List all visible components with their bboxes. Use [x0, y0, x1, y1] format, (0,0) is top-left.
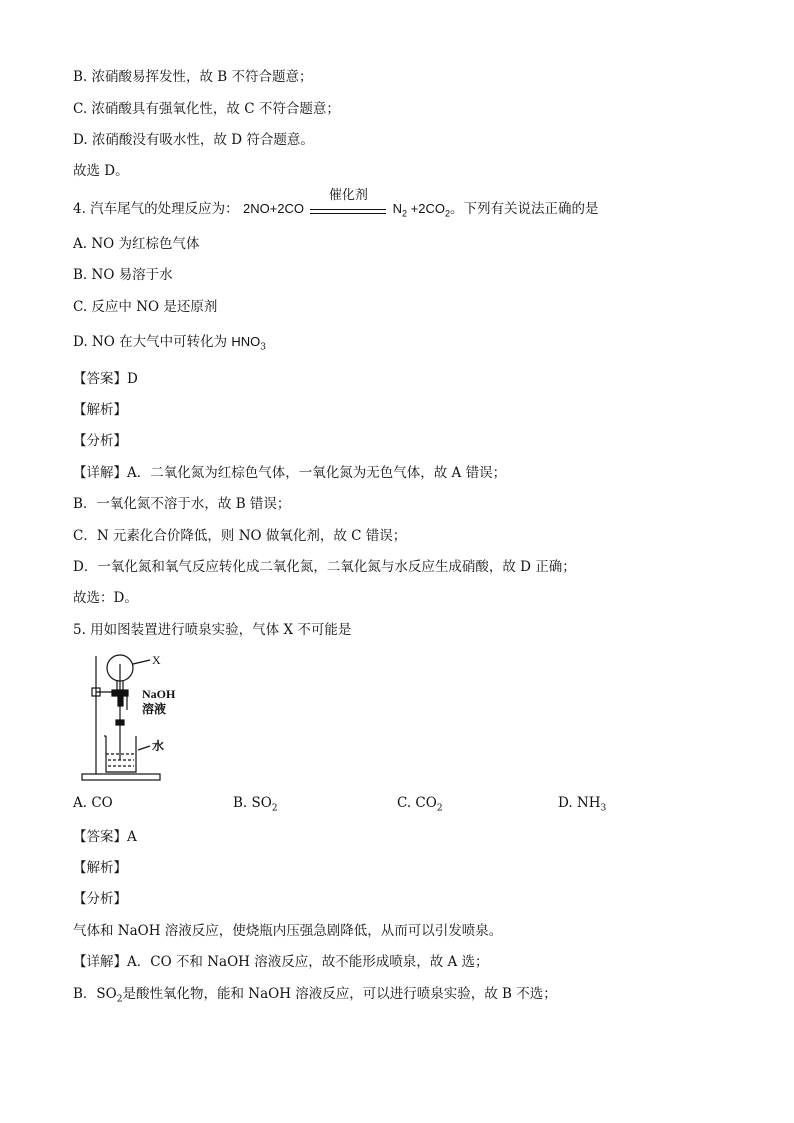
- label-naoh: NaOH: [142, 687, 176, 701]
- fountain-apparatus-figure: [78, 652, 188, 784]
- q5-option-c: [397, 795, 443, 814]
- text-line-d: D. 浓硝酸没有吸水性，故 D 符合题意。: [73, 132, 314, 148]
- q5-option-d-sub: 3: [600, 803, 607, 814]
- equals-sign: [310, 209, 386, 214]
- q4-option-d: [73, 333, 266, 357]
- q5-detail-b: [73, 985, 557, 1009]
- question-5-stem: 5. 用如图装置进行喷泉实验，气体 X 不可能是: [73, 622, 352, 638]
- q4-fenxi-label: 【分析】: [73, 433, 127, 449]
- hno3-subscript: 3: [260, 342, 267, 353]
- q4-analysis-label: 【解析】: [73, 402, 127, 418]
- text-line-b: B. 浓硝酸易挥发性，故 B 不符合题意；: [73, 69, 313, 85]
- q4-detail-d: D．一氧化氮和氧气反应转化成二氧化氮，二氧化氮与水反应生成硝酸，故 D 正确；: [73, 559, 576, 575]
- n-subscript: 2: [402, 208, 408, 219]
- question-4-prefix: 4. 汽车尾气的处理反应为：: [73, 201, 239, 217]
- q5-answer: 【答案】A: [73, 829, 137, 845]
- q5-option-b-text: B. SO: [233, 795, 272, 811]
- text-line-conclusion: 故选 D。: [73, 163, 129, 179]
- q5-detail-b-sub: 2: [116, 994, 123, 1005]
- q4-detail-b: B．一氧化氮不溶于水，故 B 错误；: [73, 496, 291, 512]
- q5-detail-a: 【详解】A．CO 不和 NaOH 溶液反应，故不能形成喷泉，故 A 选；: [73, 954, 489, 970]
- q4-option-a: A. NO 为红棕色气体: [73, 236, 200, 252]
- equation-right: [392, 201, 450, 219]
- stand-base: [82, 774, 160, 780]
- q5-option-d-text: D. NH: [558, 795, 601, 811]
- reaction-arrow: [310, 187, 386, 219]
- q4-answer: 【答案】D: [73, 371, 138, 387]
- question-4-stem: [73, 187, 599, 223]
- q4-detail-a: 【详解】A．二氧化氮为红棕色气体，一氧化氮为无色气体，故 A 错误；: [73, 465, 507, 481]
- label-solution: 溶液: [142, 702, 167, 716]
- stopper: [112, 690, 128, 696]
- q4-option-c: C. 反应中 NO 是还原剂: [73, 299, 218, 315]
- q5-option-d: [558, 795, 606, 814]
- q4-option-b: B. NO 易溶于水: [73, 267, 173, 283]
- tube-clip: [116, 720, 124, 725]
- co-formula: +2CO: [407, 201, 445, 216]
- catalyst-label: 催化剂: [328, 187, 368, 203]
- dropper: [118, 696, 123, 706]
- equation-left: 2NO+2CO: [242, 201, 305, 216]
- q5-analysis-label: 【解析】: [73, 860, 127, 876]
- text-line-c: C. 浓硝酸具有强氧化性，故 C 不符合题意；: [73, 101, 340, 117]
- q5-option-c-text: C. CO: [397, 795, 437, 811]
- q4-detail-c: C．N 元素化合价降低，则 NO 做氧化剂，故 C 错误；: [73, 528, 407, 544]
- label-x: X: [152, 653, 161, 667]
- q5-option-a: [73, 795, 113, 814]
- q5-fenxi-text: 气体和 NaOH 溶液反应，使烧瓶内压强急剧降低，从而可以引发喷泉。: [73, 923, 503, 939]
- co-subscript: 2: [444, 208, 450, 219]
- label-water: 水: [152, 739, 165, 753]
- q5-detail-b-prefix: B．SO: [73, 986, 117, 1002]
- q5-detail-b-suffix: 是酸性氧化物，能和 NaOH 溶液反应，可以进行喷泉实验，故 B 不选；: [122, 986, 557, 1002]
- q5-option-a-text: A. CO: [73, 795, 113, 811]
- q5-option-b: [233, 795, 278, 814]
- n-formula: N: [392, 201, 403, 216]
- hno3-formula: HNO: [231, 334, 261, 349]
- question-4-suffix: 。下列有关说法正确的是: [449, 201, 599, 217]
- q5-option-b-sub: 2: [271, 803, 278, 814]
- q5-option-c-sub: 2: [436, 803, 443, 814]
- q5-fenxi-label: 【分析】: [73, 891, 127, 907]
- q4-option-d-text: D. NO 在大气中可转化为: [73, 334, 232, 350]
- q4-detail-conclusion: 故选：D。: [73, 590, 138, 606]
